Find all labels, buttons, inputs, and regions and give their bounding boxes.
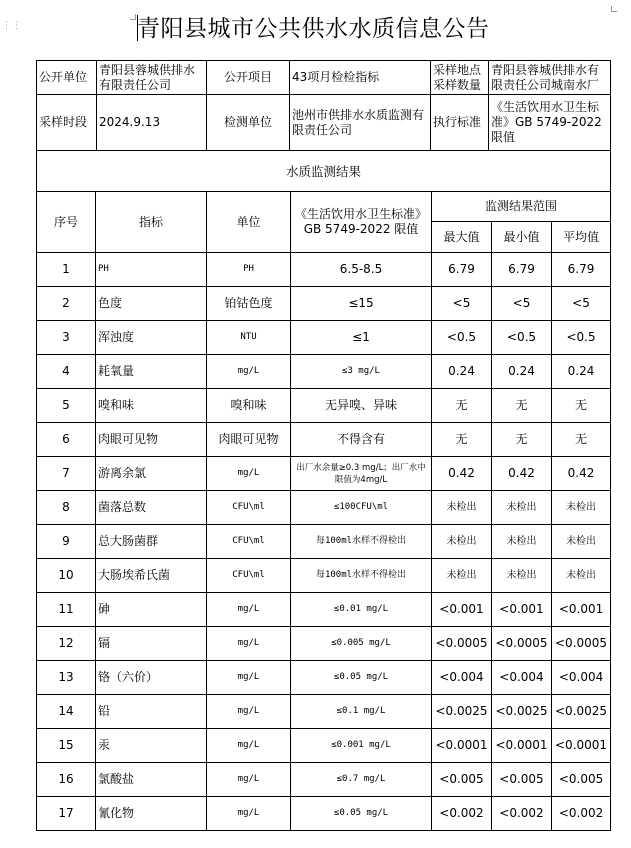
row-indicator: 大肠埃希氏菌 [96,559,207,593]
row-indicator: 肉眼可见物 [96,423,207,457]
row-indicator: 菌落总数 [96,491,207,525]
row-max: <5 [432,287,492,321]
row-max: 0.24 [432,355,492,389]
row-min: <0.0025 [492,695,552,729]
row-min: 0.24 [492,355,552,389]
row-avg: 0.24 [552,355,611,389]
row-indicator: 汞 [96,729,207,763]
row-avg: <0.0001 [552,729,611,763]
row-unit: mg/L [207,627,291,661]
row-unit: 铂钴色度 [207,287,291,321]
row-max: <0.0005 [432,627,492,661]
row-unit: mg/L [207,355,291,389]
row-unit: mg/L [207,763,291,797]
row-avg: <0.004 [552,661,611,695]
site-value[interactable]: 青阳县蓉城供排水有限责任公司城南水厂 [489,61,611,95]
row-limit: 每100ml水样不得检出 [291,559,432,593]
row-min: 6.79 [492,253,552,287]
row-unit: NTU [207,321,291,355]
row-unit: CFU\ml [207,559,291,593]
table-row [37,797,611,831]
row-limit: ≤3 mg/L [291,355,432,389]
row-indicator: 铬（六价） [96,661,207,695]
row-max: <0.001 [432,593,492,627]
table-row [37,729,611,763]
row-indicator: 砷 [96,593,207,627]
row-limit: 不得含有 [291,423,432,457]
row-min: <0.002 [492,797,552,831]
row-max: <0.0001 [432,729,492,763]
row-number: 11 [37,593,96,627]
results-table [36,150,611,831]
info-table [36,60,611,151]
table-row [37,355,611,389]
row-indicator: PH [96,253,207,287]
row-number: 16 [37,763,96,797]
row-max: <0.5 [432,321,492,355]
time-value[interactable]: 2024.9.13 [97,95,207,151]
row-indicator: 氯酸盐 [96,763,207,797]
row-avg: <0.0025 [552,695,611,729]
row-limit: ≤0.005 mg/L [291,627,432,661]
row-min: <0.0001 [492,729,552,763]
item-value[interactable]: 43项月检检指标 [290,61,431,95]
row-indicator: 氰化物 [96,797,207,831]
standard-value[interactable]: 《生活饮用水卫生标准》GB 5749-2022 限值 [489,95,611,151]
table-row [37,287,611,321]
page-corner-mark [130,14,136,20]
row-min: <5 [492,287,552,321]
table-row [37,525,611,559]
row-avg: 0.42 [552,457,611,491]
row-max: 未检出 [432,525,492,559]
row-unit: 肉眼可见物 [207,423,291,457]
row-min: <0.005 [492,763,552,797]
row-min: 无 [492,423,552,457]
row-number: 13 [37,661,96,695]
unit-label: 检测单位 [207,95,290,151]
row-limit: ≤0.05 mg/L [291,661,432,695]
table-row [37,457,611,491]
page-title[interactable]: 青阳县城市公共供水水质信息公告 [137,16,490,42]
row-min: 未检出 [492,559,552,593]
page-corner-mark [611,6,617,12]
row-limit: ≤0.001 mg/L [291,729,432,763]
row-unit: mg/L [207,593,291,627]
row-min: 未检出 [492,491,552,525]
row-unit: mg/L [207,797,291,831]
row-limit: ≤1 [291,321,432,355]
table-row [37,695,611,729]
row-limit: 出厂水余量≥0.3 mg/L；出厂水中限值为4mg/L [291,457,432,491]
row-avg: 未检出 [552,525,611,559]
row-max: <0.004 [432,661,492,695]
row-avg: <5 [552,287,611,321]
standard-label: 执行标准 [431,95,489,151]
row-min: 无 [492,389,552,423]
row-limit: ≤0.7 mg/L [291,763,432,797]
row-min: 未检出 [492,525,552,559]
row-max: 无 [432,423,492,457]
row-number: 1 [37,253,96,287]
row-number: 4 [37,355,96,389]
publisher-value[interactable]: 青阳县蓉城供排水有限责任公司 [97,61,207,95]
row-min: <0.5 [492,321,552,355]
table-row [37,559,611,593]
row-unit: 嗅和味 [207,389,291,423]
row-unit: mg/L [207,661,291,695]
row-avg: 无 [552,423,611,457]
row-unit: CFU\ml [207,491,291,525]
row-number: 12 [37,627,96,661]
row-indicator: 总大肠菌群 [96,525,207,559]
row-limit: 每100ml水样不得检出 [291,525,432,559]
row-max: 6.79 [432,253,492,287]
row-number: 7 [37,457,96,491]
table-row [37,491,611,525]
unit-value[interactable]: 池州市供排水水质监测有限责任公司 [290,95,431,151]
row-number: 15 [37,729,96,763]
row-number: 3 [37,321,96,355]
time-label: 采样时段 [37,95,97,151]
table-row [37,423,611,457]
header-min: 最小值 [492,222,552,253]
row-unit: PH [207,253,291,287]
row-max: 无 [432,389,492,423]
row-limit: ≤15 [291,287,432,321]
row-limit: ≤0.05 mg/L [291,797,432,831]
row-indicator: 铅 [96,695,207,729]
header-range: 监测结果范围 [432,192,611,222]
row-unit: mg/L [207,729,291,763]
row-unit: mg/L [207,457,291,491]
row-number: 5 [37,389,96,423]
row-limit: ≤0.1 mg/L [291,695,432,729]
table-row [37,763,611,797]
row-max: 未检出 [432,559,492,593]
table-row [37,253,611,287]
row-avg: <0.001 [552,593,611,627]
row-limit: 6.5-8.5 [291,253,432,287]
row-unit: CFU\ml [207,525,291,559]
site-label: 采样地点采样数量 [431,61,489,95]
row-limit: 无异嗅、异味 [291,389,432,423]
row-avg: <0.5 [552,321,611,355]
row-indicator: 嗅和味 [96,389,207,423]
header-max: 最大值 [432,222,492,253]
row-limit: ≤0.01 mg/L [291,593,432,627]
row-avg: 未检出 [552,559,611,593]
row-min: 0.42 [492,457,552,491]
row-avg: <0.0005 [552,627,611,661]
row-unit: mg/L [207,695,291,729]
row-number: 14 [37,695,96,729]
row-max: <0.005 [432,763,492,797]
row-number: 10 [37,559,96,593]
row-indicator: 游离余氯 [96,457,207,491]
item-label: 公开项目 [207,61,290,95]
row-max: <0.002 [432,797,492,831]
row-max: 未检出 [432,491,492,525]
publisher-label: 公开单位 [37,61,97,95]
table-row [37,389,611,423]
row-indicator: 镉 [96,627,207,661]
row-avg: <0.005 [552,763,611,797]
row-avg: 无 [552,389,611,423]
table-row [37,321,611,355]
table-row [37,661,611,695]
row-avg: 未检出 [552,491,611,525]
header-no: 序号 [37,192,96,253]
row-limit: ≤100CFU\ml [291,491,432,525]
row-min: <0.0005 [492,627,552,661]
header-avg: 平均值 [552,222,611,253]
row-indicator: 色度 [96,287,207,321]
row-indicator: 浑浊度 [96,321,207,355]
header-limit: 《生活饮用水卫生标准》GB 5749-2022 限值 [291,192,432,253]
header-indicator: 指标 [96,192,207,253]
section-title: 水质监测结果 [37,151,611,192]
table-row [37,593,611,627]
row-min: <0.004 [492,661,552,695]
row-number: 2 [37,287,96,321]
row-indicator: 耗氧量 [96,355,207,389]
row-number: 17 [37,797,96,831]
row-number: 9 [37,525,96,559]
row-max: 0.42 [432,457,492,491]
drag-handle-icon[interactable]: ⋮⋮ [2,21,22,31]
row-number: 6 [37,423,96,457]
row-min: <0.001 [492,593,552,627]
row-number: 8 [37,491,96,525]
header-unit: 单位 [207,192,291,253]
row-avg: <0.002 [552,797,611,831]
row-avg: 6.79 [552,253,611,287]
table-row [37,627,611,661]
row-max: <0.0025 [432,695,492,729]
